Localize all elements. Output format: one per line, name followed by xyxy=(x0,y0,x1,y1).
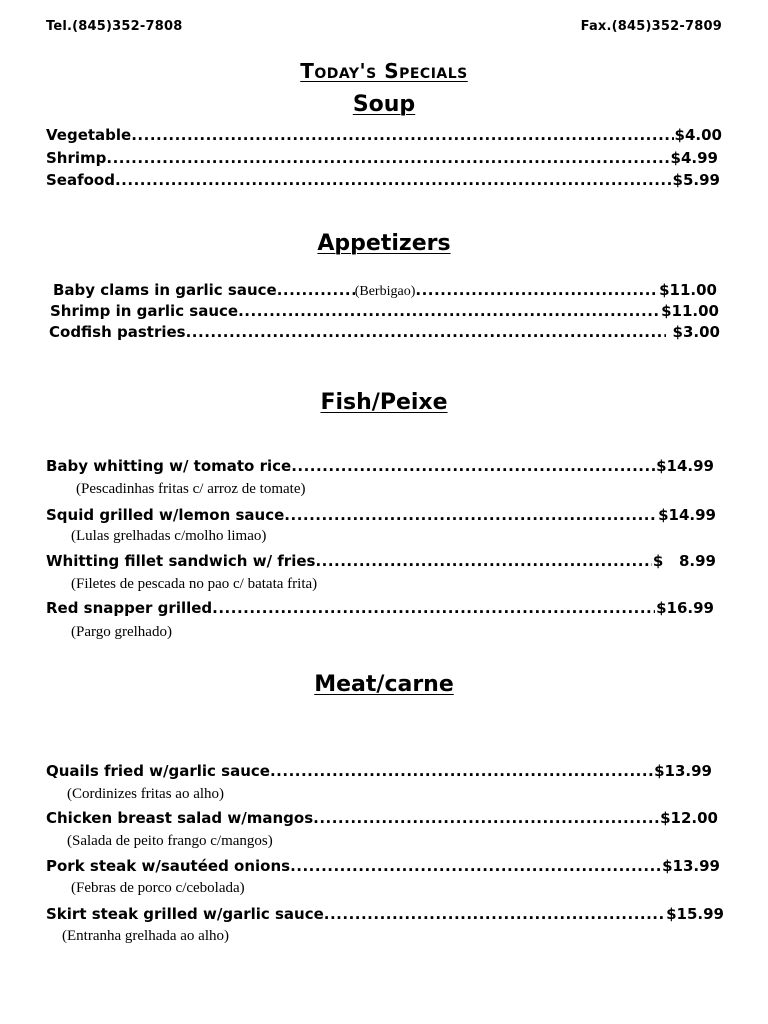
item-price: $5.99 xyxy=(672,171,720,189)
menu-item xyxy=(46,761,712,781)
item-price: $4.00 xyxy=(674,126,722,144)
menu-item xyxy=(46,505,716,525)
menu-item xyxy=(46,904,724,924)
item-name: Baby clams in garlic sauce xyxy=(53,281,277,299)
item-price: $11.00 xyxy=(661,302,719,320)
item-name: Red snapper grilled xyxy=(46,599,213,617)
item-translation: (Pargo grelhado) xyxy=(71,624,172,640)
item-translation: (Pescadinhas fritas c/ arroz de tomate) xyxy=(76,481,306,497)
item-name: Vegetable xyxy=(46,126,132,144)
section-heading-appetizers: Appetizers xyxy=(317,231,451,256)
leader-dots xyxy=(415,280,658,300)
item-name: Baby whitting w/ tomato rice xyxy=(46,457,292,475)
section-heading-meat: Meat/carne xyxy=(314,672,454,697)
menu-item xyxy=(46,598,714,618)
section-heading-soup: Soup xyxy=(352,92,416,117)
item-price: $11.00 xyxy=(659,281,717,299)
item-price: $15.99 xyxy=(666,905,724,923)
item-name: Shrimp in garlic sauce xyxy=(50,302,239,320)
item-name: Seafood xyxy=(46,171,115,189)
menu-item xyxy=(46,148,718,168)
leader-dots xyxy=(290,856,661,876)
item-translation: (Cordinizes fritas ao alho) xyxy=(67,786,225,802)
leader-dots xyxy=(212,598,655,618)
item-name: Chicken breast salad w/mangos xyxy=(46,809,314,827)
item-price: $3.00 xyxy=(667,323,720,341)
fax-number: Fax.(845)352-7809 xyxy=(580,19,722,34)
leader-dots xyxy=(313,808,659,828)
item-translation: (Filetes de pescada no pao c/ batata frita) xyxy=(71,576,318,592)
leader-dots xyxy=(277,280,355,300)
menu-item xyxy=(46,456,714,476)
leader-dots xyxy=(186,322,667,342)
menu-item xyxy=(46,856,720,876)
leader-dots xyxy=(131,125,673,145)
item-name: Quails fried w/garlic sauce xyxy=(46,762,270,780)
item-name: Codfish pastries xyxy=(49,323,186,341)
item-price: $16.99 xyxy=(656,599,714,617)
item-translation: (Entranha grelhada ao alho) xyxy=(62,928,229,944)
item-price: $13.99 xyxy=(654,762,712,780)
menu-item xyxy=(46,125,722,145)
item-name: Whitting fillet sandwich w/ fries xyxy=(46,552,316,570)
item-note: (Berbigao) xyxy=(354,284,416,299)
item-price: $13.99 xyxy=(662,857,720,875)
menu-item xyxy=(46,170,720,190)
item-price: $14.99 xyxy=(656,457,714,475)
item-name: Shrimp xyxy=(46,149,107,167)
item-price: $12.00 xyxy=(660,809,718,827)
item-translation: (Febras de porco c/cebolada) xyxy=(71,880,245,896)
page-title: Today's Specials xyxy=(300,59,468,83)
menu-item xyxy=(46,808,718,828)
item-price: $4.99 xyxy=(670,149,718,167)
menu-item xyxy=(50,301,719,321)
leader-dots xyxy=(238,301,660,321)
leader-dots xyxy=(291,456,655,476)
item-name: Skirt steak grilled w/garlic sauce xyxy=(46,905,324,923)
section-heading-fish: Fish/Peixe xyxy=(320,390,448,415)
leader-dots xyxy=(270,761,653,781)
item-price: $14.99 xyxy=(658,506,716,524)
leader-dots xyxy=(284,505,657,525)
menu-item xyxy=(46,551,716,571)
menu-item xyxy=(49,322,720,342)
item-translation: (Lulas grelhadas c/molho limao) xyxy=(71,528,267,544)
item-name: Pork steak w/sautéed onions xyxy=(46,857,291,875)
telephone-number: Tel.(845)352-7808 xyxy=(46,19,183,34)
leader-dots xyxy=(106,148,669,168)
item-price: $ 8.99 xyxy=(652,552,716,570)
leader-dots xyxy=(315,551,651,571)
item-translation: (Salada de peito frango c/mangos) xyxy=(67,833,273,849)
leader-dots xyxy=(115,170,672,190)
menu-item xyxy=(53,280,717,300)
leader-dots xyxy=(324,904,665,924)
item-name: Squid grilled w/lemon sauce xyxy=(46,506,285,524)
